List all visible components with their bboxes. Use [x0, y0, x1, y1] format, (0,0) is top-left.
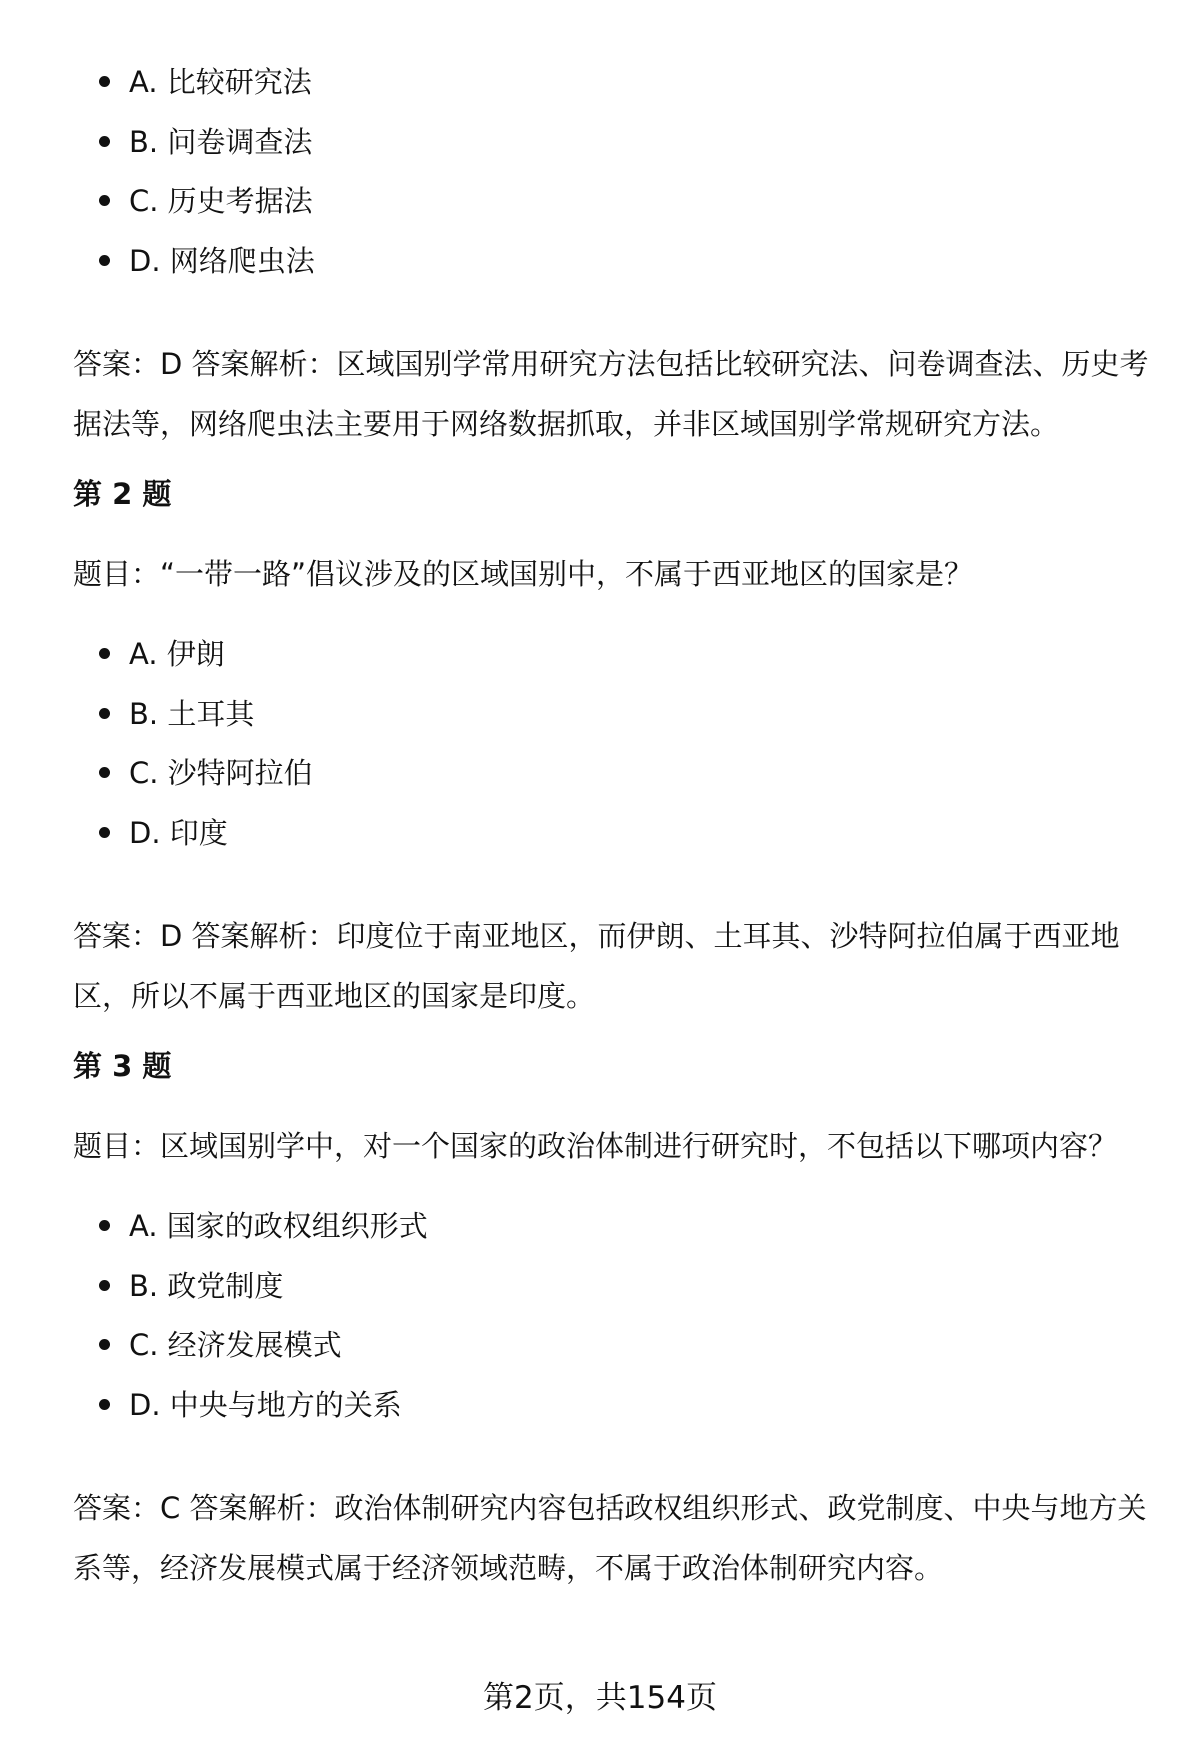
q3-heading: 第 3 题	[73, 1049, 172, 1083]
q2-option-a	[73, 634, 1153, 694]
option-label: D. 印度	[129, 815, 228, 850]
q2-option-c	[73, 753, 1153, 813]
q3-option-a	[73, 1206, 1153, 1266]
q2-heading: 第 2 题	[73, 477, 172, 511]
bullet-icon	[99, 708, 110, 719]
page-number-footer: 第2页，共154页	[483, 1680, 717, 1716]
q1-option-a	[73, 62, 1153, 122]
bullet-icon	[99, 827, 110, 838]
q3-option-b	[73, 1266, 1153, 1326]
option-label: B. 问卷调查法	[129, 124, 313, 159]
bullet-icon	[99, 195, 110, 206]
option-label: D. 网络爬虫法	[129, 243, 315, 278]
q1-option-b	[73, 122, 1153, 182]
q3-options	[73, 1206, 1153, 1444]
q1-answer: 答案：D 答案解析：区域国别学常用研究方法包括比较研究法、问卷调查法、历史考据法等，网络爬虫法主要用于网络数据抓取，并非区域国别学常规研究方法。	[73, 347, 1149, 441]
option-label: A. 比较研究法	[129, 65, 312, 99]
q2-question: 题目：“一带一路”倡议涉及的区域国别中，不属于西亚地区的国家是？	[73, 557, 974, 591]
q2-answer: 答案：D 答案解析：印度位于南亚地区，而伊朗、土耳其、沙特阿拉伯属于西亚地区，所以不属于西亚地区的国家是印度。	[73, 919, 1120, 1013]
bullet-icon	[99, 1399, 110, 1410]
bullet-icon	[99, 1339, 110, 1350]
option-label: A. 国家的政权组织形式	[129, 1209, 428, 1243]
bullet-icon	[99, 136, 110, 147]
q1-option-d	[73, 241, 1153, 301]
q2-option-d	[73, 813, 1153, 873]
q3-question: 题目：区域国别学中，对一个国家的政治体制进行研究时，不包括以下哪项内容？	[73, 1129, 1118, 1163]
bullet-icon	[99, 1280, 110, 1291]
bullet-icon	[99, 255, 110, 266]
q2-option-b	[73, 694, 1153, 754]
q1-option-c	[73, 181, 1153, 241]
option-label: C. 经济发展模式	[129, 1328, 342, 1362]
option-label: A. 伊朗	[129, 637, 225, 671]
option-label: C. 历史考据法	[129, 184, 313, 218]
q1-options	[73, 62, 1153, 300]
bullet-icon	[99, 767, 110, 778]
bullet-icon	[99, 1220, 110, 1231]
option-label: B. 政党制度	[129, 1268, 284, 1303]
document-page	[73, 62, 1153, 1598]
option-label: D. 中央与地方的关系	[129, 1387, 402, 1422]
bullet-icon	[99, 76, 110, 87]
bullet-icon	[99, 648, 110, 659]
q2-options	[73, 634, 1153, 872]
q3-option-c	[73, 1325, 1153, 1385]
option-label: B. 土耳其	[129, 696, 255, 731]
option-label: C. 沙特阿拉伯	[129, 756, 313, 790]
q3-answer: 答案：C 答案解析：政治体制研究内容包括政权组织形式、政党制度、中央与地方关系等，经济发展模式属于经济领域范畴，不属于政治体制研究内容。	[73, 1491, 1147, 1585]
q3-option-d	[73, 1385, 1153, 1445]
